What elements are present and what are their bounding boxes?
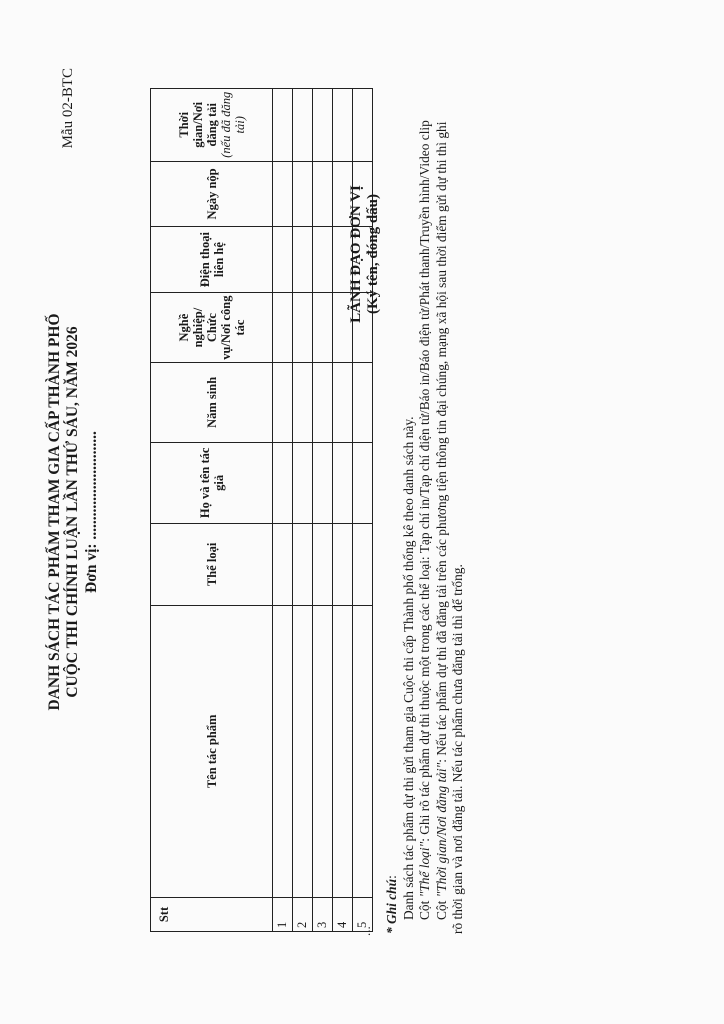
header-publish-note: (nếu đã đăng tải) — [218, 91, 247, 158]
table-row — [293, 89, 313, 932]
signature-note: (Ký tên, đóng dấu) — [365, 193, 381, 315]
header-title: Tên tác phẩm — [151, 605, 273, 897]
note-line-1: Danh sách tác phẩm dự thi gửi tham gia Cuộc thi cấp Thành phố thống kê theo danh sách này. — [400, 416, 416, 920]
table-ellipsis: ... — [358, 926, 373, 936]
row-number: 5 — [353, 898, 373, 932]
document-title — [46, 0, 101, 1024]
title-line-2: CUỘC THI CHÍNH LUẬN LẦN THỨ SÁU, NĂM 2026 — [64, 326, 81, 698]
signature-title: LÃNH ĐẠO ĐƠN VỊ — [348, 185, 364, 323]
header-genre: Thể loại — [151, 524, 273, 606]
header-phone: Điện thoại liên hệ — [151, 227, 273, 293]
title-line-1: DANH SÁCH TÁC PHẨM THAM GIA CẤP THÀNH PHỐ — [46, 313, 63, 711]
notes-section — [384, 114, 467, 934]
row-number: 2 — [293, 898, 313, 932]
header-stt: Stt — [151, 898, 273, 932]
row-number: 1 — [273, 898, 293, 932]
header-submit-date: Ngày nộp — [151, 161, 273, 227]
notes-heading: * Ghi chú: — [384, 875, 399, 934]
note-line-3: Cột "Thời gian/Nơi đăng tải": Nếu tác phẩm dự thi đã đăng tải trên các phương tiện thông tin đại chúng, mạng xã hội sau thời điểm gửi dự thi thì ghi rõ thời gian và nơi đăng tải. Nếu tác phẩm chưa đăng tải thì để trống. — [433, 121, 465, 934]
table-row — [273, 89, 293, 932]
table-header-row — [151, 89, 273, 932]
table-row — [313, 89, 333, 932]
unit-line: Đơn vị: ............................ — [83, 431, 100, 593]
signature-block — [348, 84, 382, 424]
form-code: Mẫu 02-BTC — [60, 68, 76, 149]
header-author: Họ và tên tác giả — [151, 442, 273, 524]
note-line-2: Cột "Thể loại": Ghi rõ tác phẩm dự thi thuộc một trong các thể loại: Tạp chí in/Tạp chí điện tử/Báo in/Báo điện tử/Phát thanh/Truyền hình/Video clip — [417, 120, 432, 920]
submission-table — [150, 88, 373, 932]
header-birth-year: Năm sinh — [151, 363, 273, 442]
header-publish-label: Thời gian/Nơi đăng tải — [176, 101, 219, 148]
row-number: 4 — [333, 898, 353, 932]
row-number: 3 — [313, 898, 333, 932]
header-job: Nghề nghiệp/ Chức vụ/Nơi công tác — [151, 292, 273, 362]
header-publish — [151, 89, 273, 162]
